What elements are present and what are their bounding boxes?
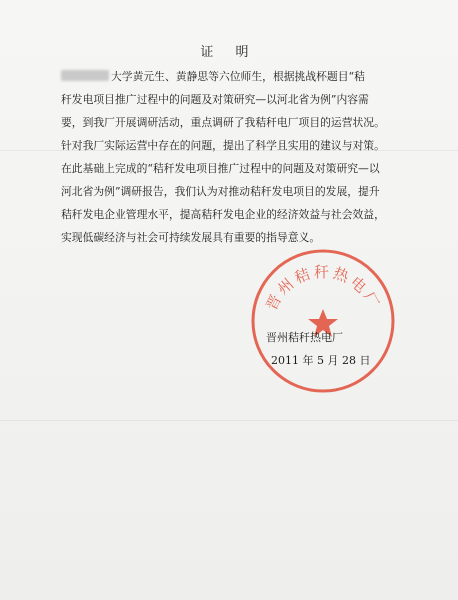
redacted-name	[61, 70, 109, 81]
svg-text:晋州秸秆热电厂: 晋州秸秆热电厂	[262, 263, 384, 314]
certificate-body	[61, 65, 391, 249]
body-line-1: 大学黄元生、黄静思等六位师生，根据挑战杯题目“秸	[61, 65, 391, 88]
official-seal	[249, 247, 397, 395]
body-line-5: 在此基础上完成的“秸秆发电项目推广过程中的问题及对策研究—以	[61, 162, 380, 175]
document-title: 证 明	[200, 45, 258, 60]
body-line-8: 实现低碳经济与社会可持续发展具有重要的指导意义。	[61, 231, 321, 244]
body-line-3: 要，到我厂开展调研活动，重点调研了我秸秆电厂项目的运营状况。	[61, 116, 385, 129]
paper-crease	[0, 420, 458, 421]
body-line-7: 秸秆发电企业管理水平，提高秸秆发电企业的经济效益与社会效益，	[61, 208, 385, 221]
body-line-2: 秆发电项目推广过程中的问题及对策研究—以河北省为例”内容需	[61, 93, 369, 106]
signer-name: 晋州秸秆热电厂	[266, 331, 343, 344]
issue-date: 2011 年 5 月 28 日	[271, 354, 371, 367]
body-line-4: 针对我厂实际运营中存在的问题，提出了科学且实用的建议与对策。	[61, 139, 385, 152]
body-line-6: 河北省为例”调研报告，我们认为对推动秸秆发电项目的发展，提升	[61, 185, 380, 198]
